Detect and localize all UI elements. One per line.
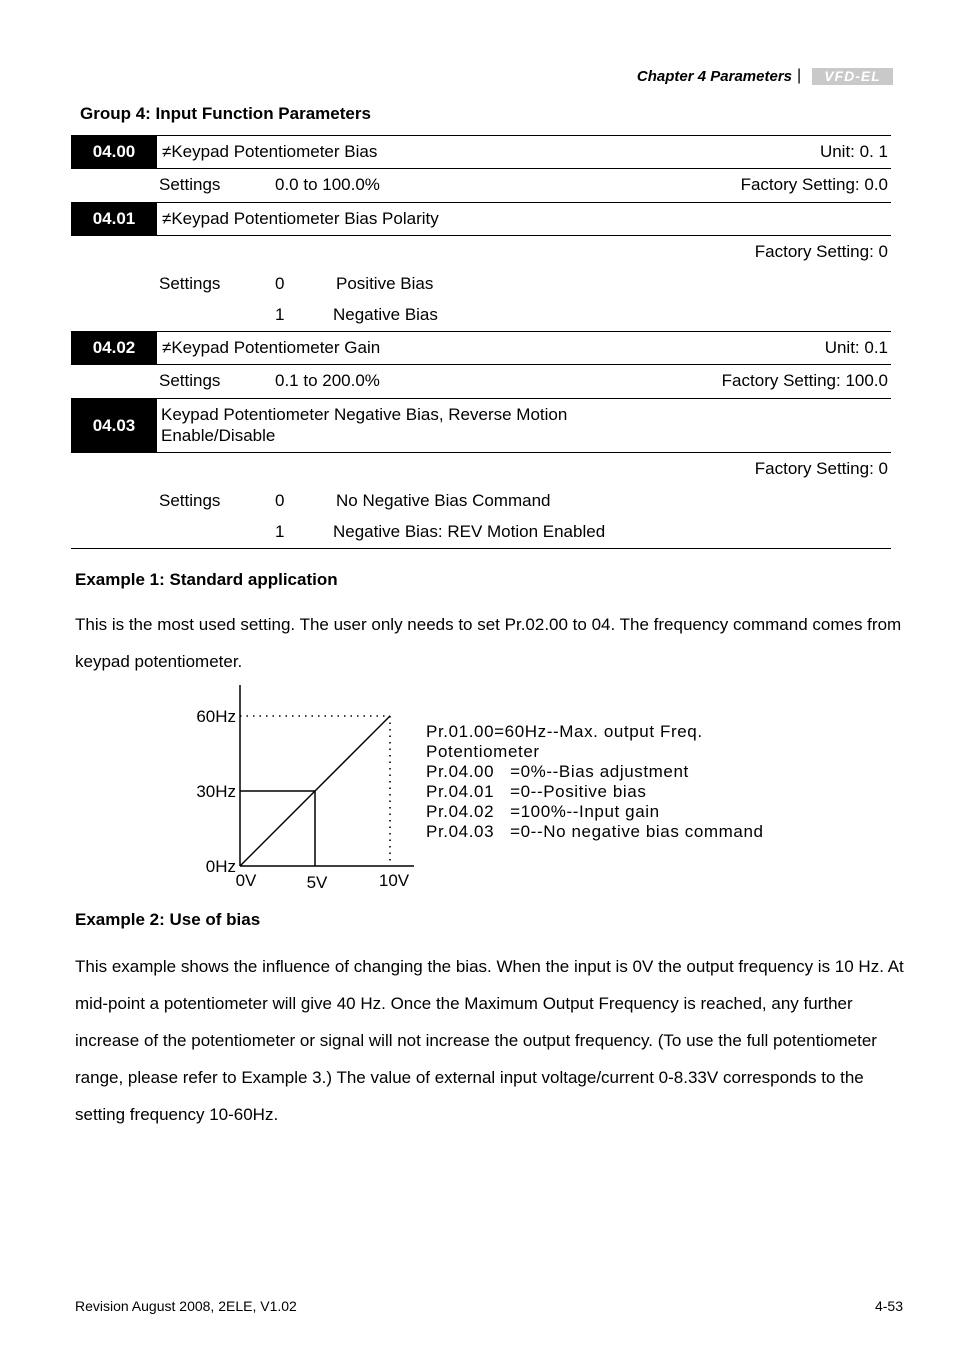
x-tick-label: 5V <box>306 873 328 892</box>
option-number: 0 <box>275 274 285 293</box>
option-number: 1 <box>275 305 285 324</box>
table-rule <box>157 235 891 236</box>
param-unit-04-00: Unit: 0. 1 <box>819 142 888 161</box>
chart-annotations <box>426 722 764 842</box>
table-rule <box>71 135 891 136</box>
annotation-line: Pr.01.00=60Hz--Max. output Freq. <box>426 722 703 741</box>
y-tick-label: 30Hz <box>196 782 236 801</box>
chapter-header: Chapter 4 Parameters <box>636 68 792 85</box>
footer-revision: Revision August 2008, 2ELE, V1.02 <box>75 1298 297 1314</box>
settings-label: Settings <box>159 274 221 293</box>
y-tick-label: 0Hz <box>205 857 236 876</box>
option-text: Negative Bias: REV Motion Enabled <box>333 522 606 541</box>
factory-setting-04-03: Factory Setting: 0 <box>754 459 888 478</box>
settings-value-04-00: 0.0 to 100.0% <box>275 175 380 194</box>
brand-logo: VFD-EL <box>812 68 893 85</box>
table-rule <box>71 398 891 399</box>
param-code-04-00: 04.00 <box>71 135 157 169</box>
param-name-04-03-line1: Keypad Potentiometer Negative Bias, Reverse Motion <box>161 405 568 424</box>
param-name-04-02: ≠Keypad Potentiometer Gain <box>162 338 381 357</box>
example2-title: Example 2: Use of bias <box>75 910 261 929</box>
param-code-04-01: 04.01 <box>71 202 157 236</box>
settings-value-04-02: 0.1 to 200.0% <box>275 371 380 390</box>
bias-chart <box>180 682 420 898</box>
table-rule <box>71 548 891 549</box>
factory-setting-04-00: Factory Setting: 0.0 <box>740 175 888 194</box>
x-tick-label: 10V <box>378 871 410 890</box>
table-rule <box>71 331 891 332</box>
option-text: No Negative Bias Command <box>336 491 551 510</box>
settings-label: Settings <box>159 491 221 510</box>
annotation-line: Pr.04.03 =0--No negative bias command <box>426 822 764 841</box>
settings-label: Settings <box>159 371 221 390</box>
header-separator: | <box>797 67 802 84</box>
y-tick-label: 60Hz <box>196 707 236 726</box>
option-text: Positive Bias <box>336 274 434 293</box>
param-unit-04-02: Unit: 0.1 <box>824 338 888 357</box>
footer-page-number: 4-53 <box>874 1298 903 1314</box>
annotation-line: Pr.04.01 =0--Positive bias <box>426 782 647 801</box>
param-code-04-03: 04.03 <box>71 398 157 453</box>
option-text: Negative Bias <box>333 305 438 324</box>
factory-setting-04-01: Factory Setting: 0 <box>754 242 888 261</box>
table-rule <box>157 168 891 169</box>
table-rule <box>157 364 891 365</box>
table-rule <box>71 202 891 203</box>
option-number: 0 <box>275 491 285 510</box>
settings-label: Settings <box>159 175 221 194</box>
param-name-04-01: ≠Keypad Potentiometer Bias Polarity <box>162 209 439 228</box>
param-name-04-03-line2: Enable/Disable <box>161 426 276 445</box>
table-rule <box>157 452 891 453</box>
example1-paragraph: This is the most used setting. The user only needs to set Pr.02.00 to 04. The frequency command comes from keypad potentiometer. <box>75 615 902 671</box>
x-tick-label: 0V <box>235 871 257 890</box>
annotation-line: Potentiometer <box>426 742 540 761</box>
group-title: Group 4: Input Function Parameters <box>80 104 371 123</box>
example2-paragraph: This example shows the influence of changing the bias. When the input is 0V the output frequency is 10 Hz. At mid-point a potentiometer will give 40 Hz. Once the Maximum Output Frequency is reached, any further increase of the potentiometer or signal will not increase the output frequency. (To use the full potentiometer range, please refer to Example 3.) The value of external input voltage/current 0-8.33V corresponds to the setting frequency 10-60Hz. <box>75 957 904 1124</box>
param-code-04-02: 04.02 <box>71 331 157 365</box>
annotation-line: Pr.04.02 =100%--Input gain <box>426 802 660 821</box>
annotation-line: Pr.04.00 =0%--Bias adjustment <box>426 762 689 781</box>
example1-title: Example 1: Standard application <box>75 570 338 589</box>
param-name-04-00: ≠Keypad Potentiometer Bias <box>162 142 378 161</box>
factory-setting-04-02: Factory Setting: 100.0 <box>721 371 888 390</box>
option-number: 1 <box>275 522 285 541</box>
